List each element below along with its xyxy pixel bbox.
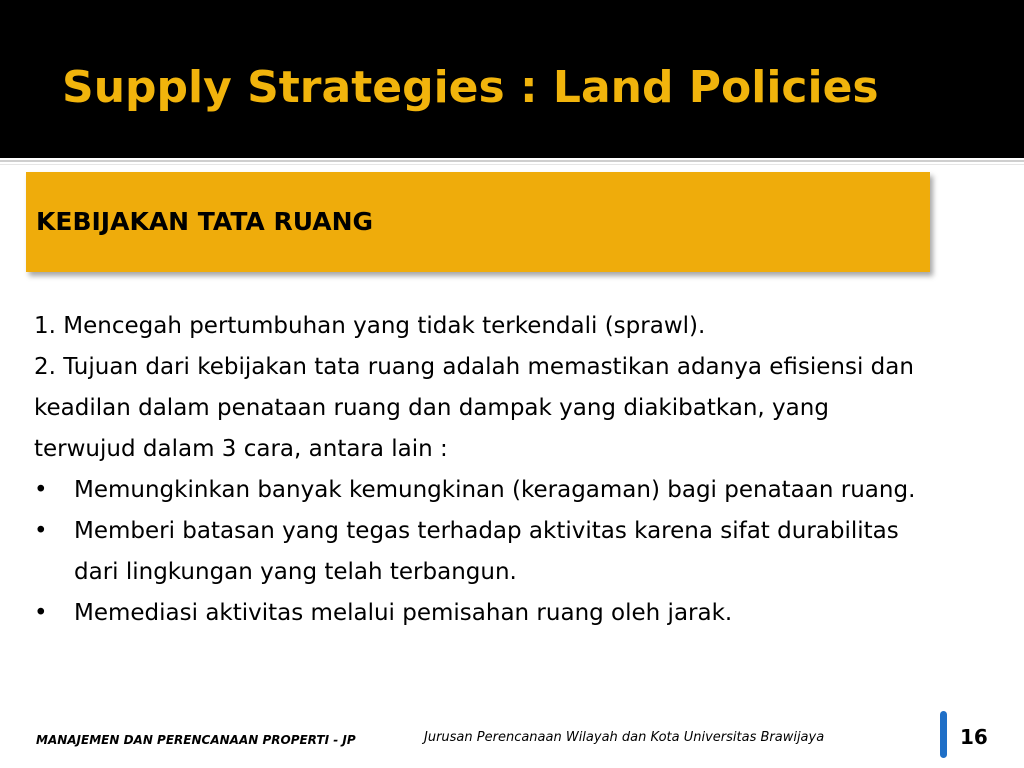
slide-body	[34, 306, 934, 634]
footer-accent-bar	[940, 711, 947, 758]
bullet-text: Memberi batasan yang tegas terhadap aktivitas karena sifat durabilitas dari lingkungan yang telah terbangun.	[74, 518, 899, 585]
body-paragraph-1: 1. Mencegah pertumbuhan yang tidak terkendali (sprawl).	[34, 313, 706, 339]
title-bar	[0, 0, 1024, 158]
body-paragraph-2: 2. Tujuan dari kebijakan tata ruang adalah memastikan adanya efisiensi dan keadilan dalam penataan ruang dan dampak yang diakibatkan, yang terwujud dalam 3 cara, antara lain :	[34, 354, 914, 462]
title-divider-thin	[0, 164, 1024, 165]
footer-course: MANAJEMEN DAN PERENCANAAN PROPERTI - JP	[36, 733, 356, 747]
bullet-text: Memungkinkan banyak kemungkinan (keragaman) bagi penataan ruang.	[74, 477, 916, 503]
bullet-icon: •	[34, 477, 48, 503]
bullet-item-1	[34, 470, 934, 511]
section-heading-box	[26, 172, 930, 272]
bullet-icon: •	[34, 600, 48, 626]
slide-title: Supply Strategies : Land Policies	[62, 62, 879, 113]
footer-institution: Jurusan Perencanaan Wilayah dan Kota Universitas Brawijaya	[424, 730, 825, 745]
title-divider	[0, 160, 1024, 162]
section-heading: KEBIJAKAN TATA RUANG	[36, 207, 374, 236]
page-number: 16	[960, 725, 988, 749]
bullet-item-2	[34, 511, 934, 593]
bullet-item-3	[34, 593, 934, 634]
bullet-icon: •	[34, 518, 48, 544]
bullet-text: Memediasi aktivitas melalui pemisahan ruang oleh jarak.	[74, 600, 733, 626]
